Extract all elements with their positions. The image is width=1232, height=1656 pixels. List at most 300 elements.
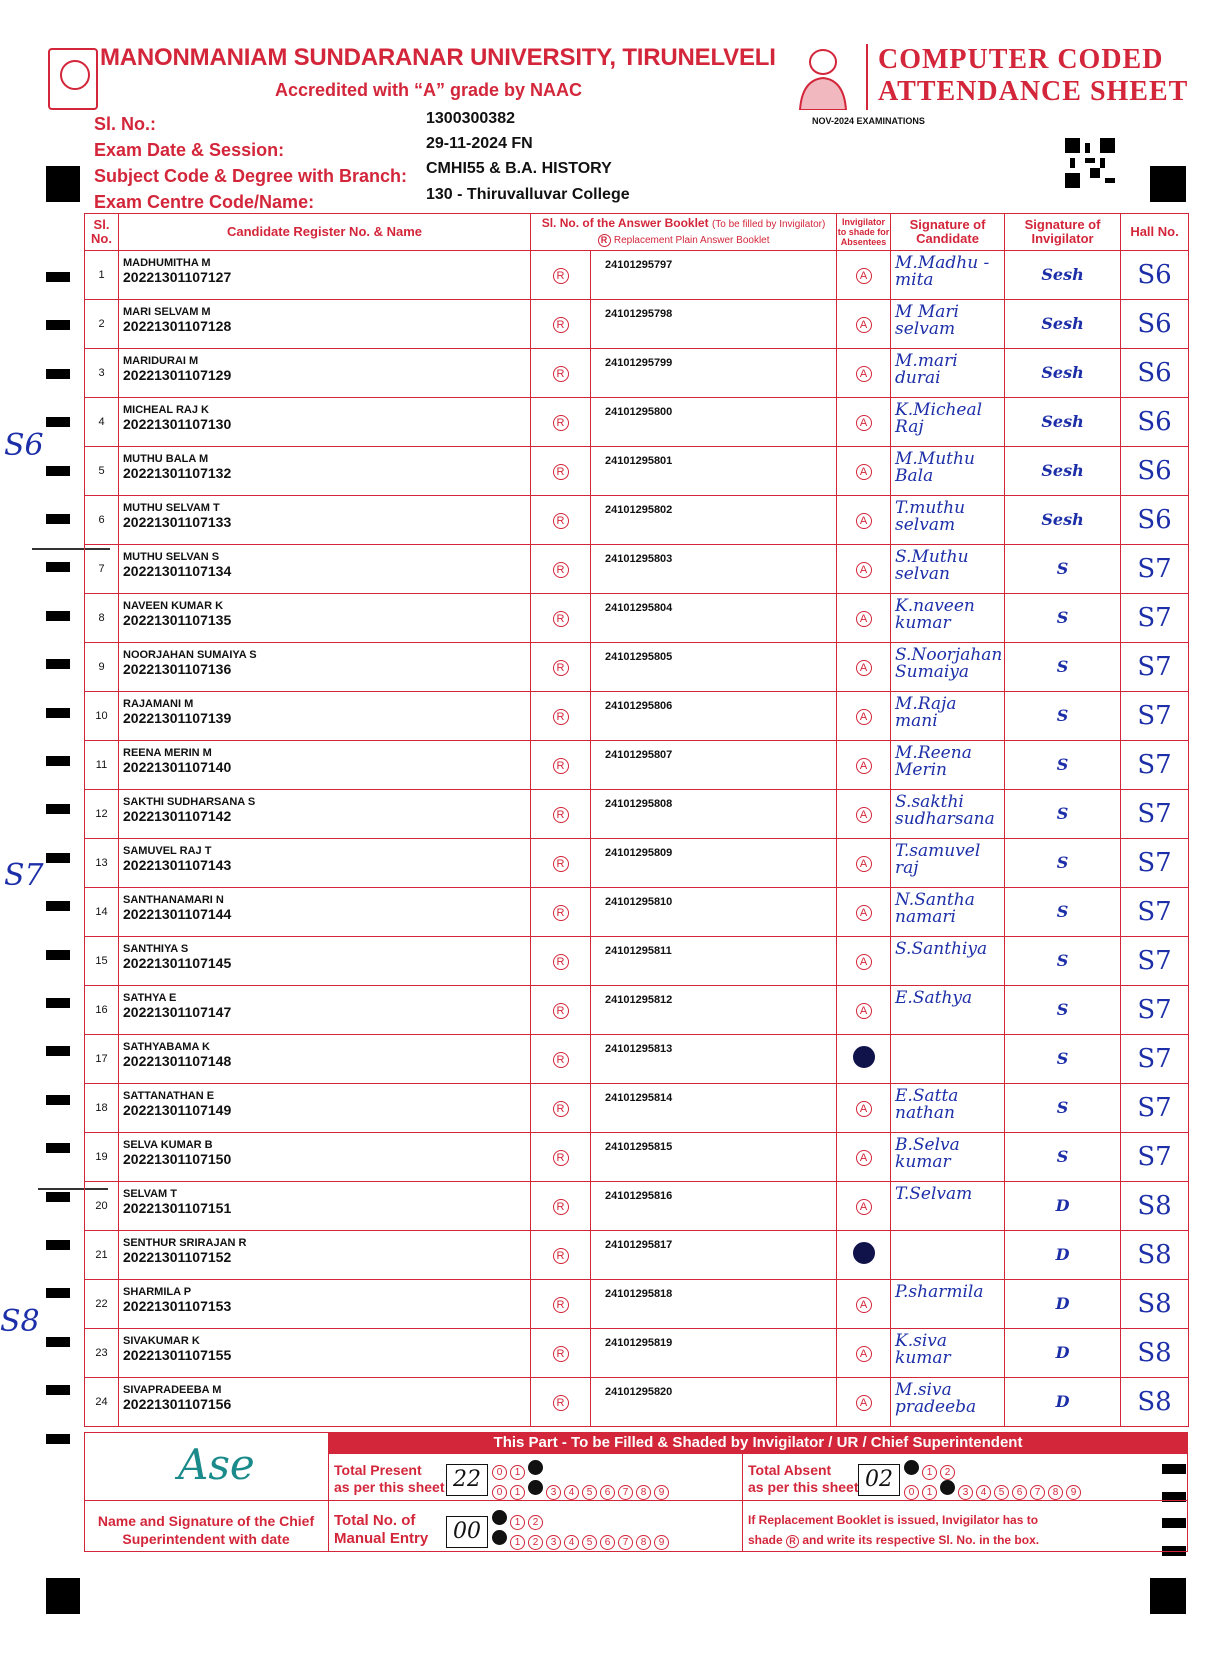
hall-number: S7 — [1121, 986, 1189, 1035]
candidate-signature-cell — [891, 888, 1005, 937]
centre-value: 130 - Thiruvalluvar College — [426, 186, 630, 203]
replacement-cell[interactable] — [531, 692, 591, 741]
row-number: 22 — [85, 1280, 119, 1329]
absent-bubble-icon[interactable]: A — [856, 807, 872, 823]
candidate-cell — [119, 1035, 531, 1084]
register-number: 20221301107129 — [123, 367, 232, 383]
centre-label: Exam Centre Code/Name: — [94, 192, 315, 212]
table-row — [85, 300, 1189, 349]
row-number: 20 — [85, 1182, 119, 1231]
booklet-number: 24101295801 — [605, 455, 673, 467]
manual-units-bubbles: 1 2 3 4 5 6 7 8 9 — [492, 1530, 672, 1550]
alignment-mark — [46, 166, 80, 202]
booklet-number: 24101295819 — [605, 1337, 673, 1349]
invigilator-signature: D — [1055, 1245, 1070, 1264]
timing-mark — [46, 562, 70, 572]
footer-banner: This Part - To be Filled & Shaded by Invigilator / UR / Chief Superintendent — [328, 1432, 1188, 1454]
replacement-bubble-icon[interactable]: R — [553, 1248, 569, 1264]
table-row — [85, 937, 1189, 986]
booklet-cell — [591, 1133, 837, 1182]
absentee-cell[interactable] — [837, 986, 891, 1035]
absent-bubble-icon[interactable]: A — [856, 268, 872, 284]
booklet-number: 24101295809 — [605, 847, 673, 859]
timing-mark — [46, 998, 70, 1008]
invigilator-signature: Sesh — [1041, 510, 1084, 529]
invigilator-signature-cell — [1005, 1182, 1121, 1231]
candidate-signature: M.mari durai — [895, 351, 958, 388]
candidate-cell — [119, 643, 531, 692]
booklet-cell — [591, 300, 837, 349]
absentee-cell[interactable] — [837, 643, 891, 692]
booklet-cell — [591, 1378, 837, 1427]
candidate-name: NAVEEN KUMAR K — [123, 600, 224, 612]
candidate-name: MICHEAL RAJ K — [123, 404, 209, 416]
absent-label-2: as per this sheet — [748, 1479, 859, 1495]
footer-section — [84, 1432, 1188, 1552]
table-row — [85, 1133, 1189, 1182]
replacement-cell[interactable] — [531, 643, 591, 692]
hall-number: S6 — [1121, 251, 1189, 300]
absentee-cell[interactable] — [837, 1280, 891, 1329]
manual-label-2: Manual Entry — [334, 1530, 429, 1547]
replacement-bubble-icon[interactable]: R — [553, 611, 569, 627]
booklet-number: 24101295810 — [605, 896, 673, 908]
absent-bubble-filled-icon[interactable] — [853, 1046, 875, 1068]
timing-mark — [46, 659, 70, 669]
candidate-signature: M.Reena Merin — [895, 743, 972, 780]
row-number: 19 — [85, 1133, 119, 1182]
absentee-cell[interactable] — [837, 888, 891, 937]
replacement-cell[interactable] — [531, 447, 591, 496]
replacement-cell[interactable] — [531, 839, 591, 888]
university-name: MANONMANIAM SUNDARANAR UNIVERSITY, TIRUNELVELI — [100, 44, 776, 71]
present-label-1: Total Present — [334, 1462, 422, 1478]
replacement-bubble-icon[interactable]: R — [553, 415, 569, 431]
absent-bubble-icon[interactable]: A — [856, 1346, 872, 1362]
invigilator-signature: S — [1056, 853, 1069, 872]
timing-mark — [46, 272, 70, 282]
candidate-name: SATHYA E — [123, 992, 177, 1004]
candidate-name: SENTHUR SRIRAJAN R — [123, 1237, 247, 1249]
candidate-name: NOORJAHAN SUMAIYA S — [123, 649, 257, 661]
candidate-name: MARIDURAI M — [123, 355, 199, 367]
register-number: 20221301107152 — [123, 1249, 232, 1265]
alignment-mark — [46, 1578, 80, 1614]
invigilator-signature-cell — [1005, 888, 1121, 937]
candidate-cell — [119, 1133, 531, 1182]
replacement-cell[interactable] — [531, 790, 591, 839]
candidate-name: SAKTHI SUDHARSANA S — [123, 796, 256, 808]
replacement-bubble-icon[interactable]: R — [553, 1150, 569, 1166]
absent-bubble-filled-icon[interactable] — [853, 1242, 875, 1264]
absentee-cell[interactable] — [837, 349, 891, 398]
replacement-bubble-icon[interactable]: R — [553, 709, 569, 725]
chief-signature: Ase — [178, 1440, 255, 1489]
candidate-signature: S.Noorjahan Sumaiya — [895, 645, 1003, 682]
table-row — [85, 741, 1189, 790]
candidate-signature-cell — [891, 741, 1005, 790]
hall-number: S7 — [1121, 1084, 1189, 1133]
candidate-cell — [119, 545, 531, 594]
subject-label: Subject Code & Degree with Branch: — [94, 166, 408, 186]
table-row — [85, 1280, 1189, 1329]
absent-bubble-icon[interactable]: A — [856, 1150, 872, 1166]
candidate-name: SELVAM T — [123, 1188, 177, 1200]
header-sig-invigilator: Signature of Invigilator — [1005, 214, 1121, 251]
replacement-cell[interactable] — [531, 1378, 591, 1427]
replacement-bubble-icon[interactable]: R — [553, 1199, 569, 1215]
table-row — [85, 1035, 1189, 1084]
candidate-signature: P.sharmila — [895, 1282, 984, 1302]
replacement-bubble-icon[interactable]: R — [553, 856, 569, 872]
hall-number: S7 — [1121, 692, 1189, 741]
accreditation: Accredited with “A” grade by NAAC — [275, 80, 583, 100]
replacement-cell[interactable] — [531, 545, 591, 594]
candidate-name: SATHYABAMA K — [123, 1041, 210, 1053]
candidate-signature-cell — [891, 1280, 1005, 1329]
absentee-cell[interactable] — [837, 1378, 891, 1427]
candidate-name: SHARMILA P — [123, 1286, 192, 1298]
absentee-cell[interactable] — [837, 741, 891, 790]
header-booklet-note: (To be filled by Invigilator) — [711, 219, 826, 230]
replacement-bubble-icon[interactable]: R — [553, 1346, 569, 1362]
invigilator-signature: S — [1056, 1098, 1069, 1117]
invigilator-signature-cell — [1005, 1084, 1121, 1133]
invigilator-signature-cell — [1005, 1329, 1121, 1378]
timing-mark — [46, 1288, 70, 1298]
absentee-cell[interactable] — [837, 300, 891, 349]
candidate-name: SELVA KUMAR B — [123, 1139, 213, 1151]
hall-number: S6 — [1121, 300, 1189, 349]
hall-number: S7 — [1121, 839, 1189, 888]
candidate-signature-cell — [891, 692, 1005, 741]
candidate-cell — [119, 1231, 531, 1280]
replacement-cell[interactable] — [531, 1329, 591, 1378]
timing-mark — [46, 611, 70, 621]
hall-number: S7 — [1121, 1133, 1189, 1182]
row-number: 10 — [85, 692, 119, 741]
sheet-title-line1: COMPUTER CODED — [878, 44, 1164, 75]
replacement-bubble-icon[interactable]: R — [553, 1101, 569, 1117]
row-number: 11 — [85, 741, 119, 790]
candidate-signature: K.Micheal Raj — [895, 400, 983, 437]
candidate-signature-cell — [891, 1084, 1005, 1133]
booklet-cell — [591, 1329, 837, 1378]
booklet-number: 24101295799 — [605, 357, 673, 369]
replacement-cell[interactable] — [531, 888, 591, 937]
replacement-bubble-icon[interactable]: R — [553, 1003, 569, 1019]
replacement-bubble-icon[interactable]: R — [553, 317, 569, 333]
header-booklet-title: Sl. No. of the Answer Booklet — [541, 216, 709, 230]
absent-bubble-icon[interactable]: A — [856, 758, 872, 774]
candidate-signature: E.Sathya — [895, 988, 973, 1008]
register-number: 20221301107128 — [123, 318, 232, 334]
row-number: 8 — [85, 594, 119, 643]
examinations-label: NOV-2024 EXAMINATIONS — [812, 116, 925, 126]
hall-number: S7 — [1121, 790, 1189, 839]
hall-number: S8 — [1121, 1231, 1189, 1280]
table-row — [85, 496, 1189, 545]
replacement-cell[interactable] — [531, 1280, 591, 1329]
replacement-bubble-icon[interactable]: R — [553, 268, 569, 284]
register-number: 20221301107150 — [123, 1151, 232, 1167]
absentee-cell[interactable] — [837, 398, 891, 447]
candidate-signature: T.muthu selvam — [895, 498, 966, 535]
absent-bubble-icon[interactable]: A — [856, 905, 872, 921]
present-units-bubbles: 0 1 3 4 5 6 7 8 9 — [492, 1480, 672, 1500]
absentee-cell[interactable] — [837, 545, 891, 594]
replacement-cell[interactable] — [531, 1231, 591, 1280]
founder-portrait-icon — [792, 44, 854, 110]
absent-bubble-icon[interactable]: A — [856, 464, 872, 480]
booklet-cell — [591, 1231, 837, 1280]
table-row — [85, 398, 1189, 447]
replacement-cell[interactable] — [531, 1035, 591, 1084]
replacement-cell[interactable] — [531, 741, 591, 790]
replacement-cell[interactable] — [531, 398, 591, 447]
row-number: 14 — [85, 888, 119, 937]
absentee-cell[interactable] — [837, 1182, 891, 1231]
candidate-signature-cell — [891, 1133, 1005, 1182]
absent-bubble-icon[interactable]: A — [856, 366, 872, 382]
row-number: 18 — [85, 1084, 119, 1133]
manual-tens-bubbles: 1 2 — [492, 1510, 546, 1530]
absent-bubble-icon[interactable]: A — [856, 660, 872, 676]
timing-mark — [46, 708, 70, 718]
absentee-cell[interactable] — [837, 594, 891, 643]
invigilator-signature-cell — [1005, 937, 1121, 986]
booklet-cell — [591, 1280, 837, 1329]
invigilator-signature: Sesh — [1041, 265, 1084, 284]
timing-mark — [46, 1046, 70, 1056]
absentee-cell[interactable] — [837, 790, 891, 839]
alignment-mark — [1150, 1578, 1186, 1614]
timing-mark — [46, 756, 70, 766]
replacement-bubble-icon[interactable]: R — [553, 1297, 569, 1313]
candidate-name: SATTANATHAN E — [123, 1090, 215, 1102]
invigilator-signature: S — [1056, 902, 1069, 921]
present-label-2: as per this sheet — [334, 1479, 445, 1495]
candidate-signature-cell — [891, 1378, 1005, 1427]
register-number: 20221301107148 — [123, 1053, 232, 1069]
hall-number: S7 — [1121, 594, 1189, 643]
candidate-signature-cell — [891, 1182, 1005, 1231]
invigilator-signature: S — [1056, 706, 1069, 725]
invigilator-signature: S — [1056, 657, 1069, 676]
candidate-signature-cell — [891, 1035, 1005, 1084]
invigilator-signature: Sesh — [1041, 412, 1084, 431]
replacement-cell[interactable] — [531, 251, 591, 300]
timing-mark — [46, 1337, 70, 1347]
booklet-number: 24101295812 — [605, 994, 673, 1006]
timing-mark — [46, 1192, 70, 1202]
timing-mark — [46, 1385, 70, 1395]
header-sig-candidate: Signature of Candidate — [891, 214, 1005, 251]
replacement-note-3: and write its respective Sl. No. in the box. — [802, 1533, 1040, 1547]
header-booklet — [531, 214, 837, 251]
invigilator-signature-cell — [1005, 790, 1121, 839]
table-row — [85, 1231, 1189, 1280]
table-row — [85, 251, 1189, 300]
margin-note: S6 — [4, 428, 44, 463]
replacement-symbol-icon: R — [598, 234, 611, 247]
absent-bubble-icon[interactable]: A — [856, 562, 872, 578]
replacement-bubble-icon[interactable]: R — [553, 1052, 569, 1068]
invigilator-signature-cell — [1005, 692, 1121, 741]
candidate-signature-cell — [891, 937, 1005, 986]
invigilator-signature: D — [1055, 1343, 1070, 1362]
hall-number: S8 — [1121, 1280, 1189, 1329]
booklet-number: 24101295804 — [605, 602, 673, 614]
replacement-cell[interactable] — [531, 937, 591, 986]
row-number: 13 — [85, 839, 119, 888]
candidate-name: MUTHU SELVAN S — [123, 551, 220, 563]
row-number: 2 — [85, 300, 119, 349]
candidate-cell — [119, 692, 531, 741]
replacement-cell[interactable] — [531, 594, 591, 643]
hall-number: S6 — [1121, 349, 1189, 398]
table-row — [85, 643, 1189, 692]
register-number: 20221301107130 — [123, 416, 232, 432]
replacement-symbol-icon: R — [786, 1535, 799, 1548]
timing-mark — [46, 417, 70, 427]
booklet-number: 24101295803 — [605, 553, 673, 565]
register-number: 20221301107139 — [123, 710, 232, 726]
timing-mark — [46, 1095, 70, 1105]
absent-label — [748, 1462, 859, 1496]
absentee-cell[interactable] — [837, 1231, 891, 1280]
absent-bubble-icon[interactable]: A — [856, 513, 872, 529]
absentee-cell[interactable] — [837, 839, 891, 888]
absentee-cell[interactable] — [837, 447, 891, 496]
absent-bubble-icon[interactable]: A — [856, 611, 872, 627]
header-candidate: Candidate Register No. & Name — [119, 214, 531, 251]
invigilator-signature-cell — [1005, 1231, 1121, 1280]
invigilator-signature-cell — [1005, 447, 1121, 496]
replacement-bubble-icon[interactable]: R — [553, 1395, 569, 1411]
candidate-signature-cell — [891, 643, 1005, 692]
replacement-bubble-icon[interactable]: R — [553, 464, 569, 480]
booklet-number: 24101295806 — [605, 700, 673, 712]
booklet-cell — [591, 643, 837, 692]
booklet-number: 24101295814 — [605, 1092, 673, 1104]
invigilator-signature: D — [1055, 1392, 1070, 1411]
candidate-cell — [119, 888, 531, 937]
header-replacement: Replacement Plain Answer Booklet — [613, 235, 770, 246]
replacement-bubble-icon[interactable]: R — [553, 660, 569, 676]
replacement-cell[interactable] — [531, 986, 591, 1035]
booklet-number: 24101295808 — [605, 798, 673, 810]
sheet-title — [878, 44, 1188, 108]
candidate-name: MARI SELVAM M — [123, 306, 211, 318]
replacement-cell[interactable] — [531, 1084, 591, 1133]
replacement-cell[interactable] — [531, 349, 591, 398]
timing-mark — [46, 320, 70, 330]
absent-bubble-icon[interactable]: A — [856, 1101, 872, 1117]
invigilator-signature-cell — [1005, 986, 1121, 1035]
replacement-cell[interactable] — [531, 1182, 591, 1231]
hall-number: S7 — [1121, 1035, 1189, 1084]
replacement-bubble-icon[interactable]: R — [553, 905, 569, 921]
booklet-cell — [591, 545, 837, 594]
candidate-name: SIVAPRADEEBA M — [123, 1384, 222, 1396]
present-tens-bubbles: 0 1 — [492, 1460, 546, 1480]
replacement-cell[interactable] — [531, 496, 591, 545]
absentee-cell[interactable] — [837, 1035, 891, 1084]
booklet-cell — [591, 1035, 837, 1084]
absent-bubble-icon[interactable]: A — [856, 856, 872, 872]
booklet-number: 24101295807 — [605, 749, 673, 761]
register-number: 20221301107132 — [123, 465, 232, 481]
absent-bubble-icon[interactable]: A — [856, 709, 872, 725]
replacement-cell[interactable] — [531, 1133, 591, 1182]
absentee-cell[interactable] — [837, 937, 891, 986]
candidate-signature: K.siva kumar — [895, 1331, 951, 1368]
replacement-note — [748, 1510, 1039, 1550]
booklet-cell — [591, 594, 837, 643]
register-number: 20221301107147 — [123, 1004, 232, 1020]
margin-note: S8 — [0, 1304, 40, 1339]
candidate-signature-cell — [891, 1329, 1005, 1378]
absent-bubble-icon[interactable]: A — [856, 954, 872, 970]
booklet-cell — [591, 398, 837, 447]
invigilator-signature: Sesh — [1041, 314, 1084, 333]
invigilator-signature-cell — [1005, 839, 1121, 888]
absent-bubble-icon[interactable]: A — [856, 1297, 872, 1313]
table-row — [85, 790, 1189, 839]
replacement-bubble-icon[interactable]: R — [553, 366, 569, 382]
hall-number: S7 — [1121, 741, 1189, 790]
replacement-bubble-icon[interactable]: R — [553, 807, 569, 823]
absentee-cell[interactable] — [837, 692, 891, 741]
candidate-signature-cell — [891, 251, 1005, 300]
absentee-cell[interactable] — [837, 1133, 891, 1182]
booklet-cell — [591, 447, 837, 496]
timing-mark — [46, 804, 70, 814]
absent-bubble-icon[interactable]: A — [856, 1003, 872, 1019]
absent-bubble-icon[interactable]: A — [856, 1395, 872, 1411]
invigilator-signature-cell — [1005, 251, 1121, 300]
hall-number: S7 — [1121, 937, 1189, 986]
hall-number: S8 — [1121, 1329, 1189, 1378]
absent-bubble-icon[interactable]: A — [856, 317, 872, 333]
absent-bubble-icon[interactable]: A — [856, 1199, 872, 1215]
header-invigilator-shade: Invigilator to shade for Absentees — [837, 214, 891, 251]
present-label — [334, 1462, 445, 1496]
row-number: 17 — [85, 1035, 119, 1084]
candidate-cell — [119, 839, 531, 888]
absent-bubble-icon[interactable]: A — [856, 415, 872, 431]
sheet-title-line2: ATTENDANCE SHEET — [878, 76, 1189, 107]
booklet-number: 24101295802 — [605, 504, 673, 516]
absentee-cell[interactable] — [837, 251, 891, 300]
absentee-cell[interactable] — [837, 496, 891, 545]
replacement-bubble-icon[interactable]: R — [553, 562, 569, 578]
candidate-signature: N.Santha namari — [895, 890, 975, 927]
invigilator-signature: S — [1056, 755, 1069, 774]
replacement-bubble-icon[interactable]: R — [553, 513, 569, 529]
replacement-bubble-icon[interactable]: R — [553, 954, 569, 970]
timing-mark — [46, 853, 70, 863]
candidate-signature: S.Muthu selvan — [895, 547, 969, 584]
replacement-bubble-icon[interactable]: R — [553, 758, 569, 774]
row-number: 3 — [85, 349, 119, 398]
absentee-cell[interactable] — [837, 1084, 891, 1133]
present-value: 22 — [446, 1464, 488, 1496]
replacement-cell[interactable] — [531, 300, 591, 349]
row-number: 15 — [85, 937, 119, 986]
absentee-cell[interactable] — [837, 1329, 891, 1378]
